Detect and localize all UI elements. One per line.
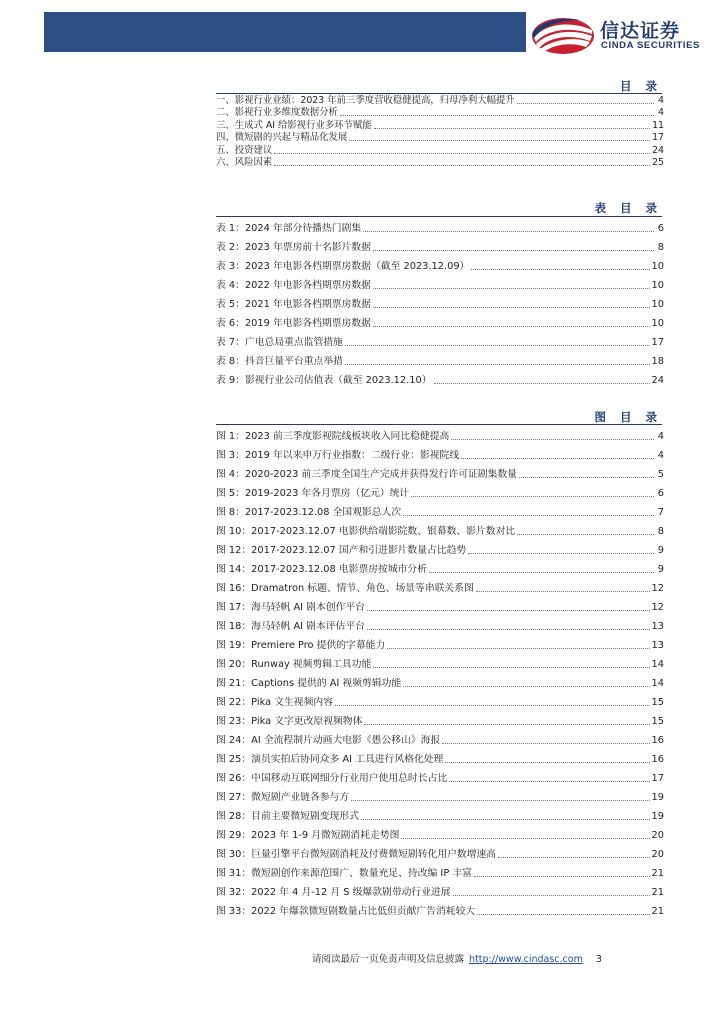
toc-entry-label[interactable]: 表 6：2019 年电影各档期票房数据 bbox=[216, 318, 371, 329]
toc-entry-label[interactable]: 图 1：2023 前三季度影视院线板块收入同比稳健提高 bbox=[216, 431, 450, 442]
toc-entry-page: 17 bbox=[651, 337, 664, 348]
toc-entry[interactable] bbox=[216, 443, 664, 462]
cinda-logo-icon bbox=[530, 14, 596, 58]
toc-dot-leader bbox=[274, 165, 650, 166]
toc-dot-leader bbox=[274, 153, 650, 154]
toc-entry-label[interactable]: 六、风险因素 bbox=[216, 157, 273, 168]
toc-dot-leader bbox=[363, 231, 654, 232]
toc-entry-label[interactable]: 表 2：2023 年票房前十名影片数据 bbox=[216, 242, 371, 253]
toc-entry-page: 13 bbox=[651, 640, 664, 651]
toc-dot-leader bbox=[451, 439, 654, 440]
toc-dot-leader bbox=[498, 857, 649, 858]
toc-dot-leader bbox=[477, 914, 649, 915]
toc-dot-leader bbox=[373, 250, 654, 251]
footer-website-link[interactable]: http://www.cindasc.com bbox=[469, 954, 583, 965]
toc-dot-leader bbox=[474, 876, 650, 877]
toc-dot-leader bbox=[468, 553, 654, 554]
toc-entry-label[interactable]: 表 4：2022 年电影各档期票房数据 bbox=[216, 280, 371, 291]
toc-dot-leader bbox=[364, 724, 649, 725]
toc-entry-label[interactable]: 表 5：2021 年电影各档期票房数据 bbox=[216, 299, 371, 310]
toc-entry[interactable] bbox=[216, 132, 664, 145]
toc-entry-page: 8 bbox=[657, 526, 664, 537]
toc-entry-label[interactable]: 图 8：2017-2023.12.08 全国观影总人次 bbox=[216, 507, 402, 518]
toc-entry[interactable] bbox=[216, 144, 664, 157]
toc-entry-label[interactable]: 图 12：2017-2023.12.07 国产和引进影片数量占比趋势 bbox=[216, 545, 467, 556]
toc-entry-label[interactable]: 表 8：抖音巨量平台重点举措 bbox=[216, 356, 343, 367]
header-banner bbox=[44, 12, 526, 52]
toc-entry-page: 12 bbox=[651, 583, 664, 594]
cinda-logo bbox=[530, 14, 720, 58]
toc-entry[interactable] bbox=[216, 119, 664, 132]
toc-dot-leader bbox=[361, 819, 650, 820]
toc-entry[interactable] bbox=[216, 538, 664, 557]
toc-entry[interactable] bbox=[216, 709, 664, 728]
toc-entry-page: 21 bbox=[651, 868, 664, 879]
toc-entry-label[interactable]: 图 32：2022 年 4 月-12 月 S 级爆款剧带动行业进展 bbox=[216, 887, 451, 898]
toc-entry-label[interactable]: 图 20：Runway 视频剪辑工具功能 bbox=[216, 659, 372, 670]
toc-entry-label[interactable]: 表 7：广电总局重点监管措施 bbox=[216, 337, 343, 348]
toc-dot-leader bbox=[445, 762, 649, 763]
toc-entry-label[interactable]: 图 16：Dramatron 标题、情节、角色、场景等串联关系图 bbox=[216, 583, 474, 594]
toc-entry[interactable] bbox=[216, 690, 664, 709]
toc-entry-page: 25 bbox=[652, 157, 664, 168]
toc-entry-label[interactable]: 图 30：巨量引擎平台微短剧消耗及付费微短剧转化用户数增速高 bbox=[216, 849, 497, 860]
toc-entry[interactable] bbox=[216, 576, 664, 595]
toc-dot-leader bbox=[345, 364, 650, 365]
toc-entry-label[interactable]: 图 10：2017-2023.12.07 电影供给端影院数、银幕数、影片数对比 bbox=[216, 526, 516, 537]
toc-dot-leader bbox=[434, 383, 650, 384]
toc-entry-label[interactable]: 图 24：AI 全流程制片动画大电影《愚公移山》海报 bbox=[216, 735, 441, 746]
toc-entry-label[interactable]: 图 3：2019 年以来申万行业指数：二级行业：影视院线 bbox=[216, 450, 460, 461]
toc-entry-page: 13 bbox=[651, 621, 664, 632]
toc-entry-page: 19 bbox=[651, 792, 664, 803]
toc-list bbox=[216, 94, 664, 169]
toc-dot-leader bbox=[367, 610, 650, 611]
toc-entry[interactable] bbox=[216, 254, 664, 273]
toc-entry[interactable] bbox=[216, 424, 664, 443]
brand-name-cn: 信达证券 bbox=[600, 20, 681, 42]
toc-dot-leader bbox=[335, 705, 650, 706]
toc-dot-leader bbox=[453, 895, 650, 896]
toc-entry[interactable] bbox=[216, 216, 664, 235]
toc-entry-label[interactable]: 五、投资建议 bbox=[216, 144, 273, 156]
toc-entry-label[interactable]: 图 5：2019-2023 年各月票房（亿元）统计 bbox=[216, 488, 410, 499]
toc-entry-label[interactable]: 图 4：2020-2023 前三季度全国生产完成并获得发行许可证剧集数量 bbox=[216, 469, 517, 480]
toc-dot-leader bbox=[476, 591, 650, 592]
toc-entry[interactable] bbox=[216, 157, 664, 170]
toc-entry[interactable] bbox=[216, 273, 664, 292]
toc-dot-leader bbox=[449, 781, 649, 782]
toc-entry-label[interactable]: 表 1：2024 年部分待播热门剧集 bbox=[216, 223, 362, 234]
toc-entry-label[interactable]: 图 31：微短剧创作来源范围广、数量充足、待改编 IP 丰富 bbox=[216, 868, 472, 879]
toc-entry[interactable] bbox=[216, 633, 664, 652]
toc-entry-label[interactable]: 图 18：海马轻帆 AI 剧本评估平台 bbox=[216, 621, 365, 632]
toc-entry[interactable] bbox=[216, 899, 664, 918]
toc-entry-page: 24 bbox=[651, 375, 664, 386]
toc-entry-label[interactable]: 图 26：中国移动互联网细分行业用户使用总时长占比 bbox=[216, 773, 448, 784]
toc-entry-label[interactable]: 四、微短剧的兴起与精品化发展 bbox=[216, 132, 348, 143]
toc-entry-page: 11 bbox=[652, 119, 664, 131]
toc-dot-leader bbox=[517, 534, 654, 535]
toc-entry-label[interactable]: 表 3：2023 年电影各档期票房数据（截至 2023.12.09） bbox=[216, 261, 470, 272]
toc-entry[interactable] bbox=[216, 311, 664, 330]
toc-entry[interactable] bbox=[216, 94, 664, 107]
toc-entry-page: 5 bbox=[657, 469, 664, 480]
toc-dot-leader bbox=[345, 345, 650, 346]
toc-entry[interactable] bbox=[216, 557, 664, 576]
figures-title: 图 目 录 bbox=[594, 410, 662, 424]
toc-dot-leader bbox=[373, 326, 650, 327]
toc-dot-leader bbox=[461, 458, 654, 459]
toc-entry-page: 20 bbox=[651, 849, 664, 860]
toc-dot-leader bbox=[401, 838, 649, 839]
toc-entry[interactable] bbox=[216, 614, 664, 633]
page-number: 3 bbox=[595, 954, 602, 965]
toc-entry-page: 10 bbox=[651, 299, 664, 310]
toc-entry[interactable] bbox=[216, 462, 664, 481]
toc-entry-label[interactable]: 图 27：微短剧产业链各参与方 bbox=[216, 792, 350, 803]
toc-entry[interactable] bbox=[216, 785, 664, 804]
toc-dot-leader bbox=[373, 307, 650, 308]
page-footer bbox=[312, 951, 602, 965]
toc-entry[interactable] bbox=[216, 728, 664, 747]
toc-entry-page: 4 bbox=[658, 94, 664, 106]
toc-entry[interactable] bbox=[216, 368, 664, 387]
toc-entry-page: 21 bbox=[651, 906, 664, 917]
toc-entry-label[interactable]: 表 9：影视行业公司估值表（截至 2023.12.10） bbox=[216, 375, 432, 386]
toc-entry-page: 12 bbox=[651, 602, 664, 613]
toc-entry-label[interactable]: 图 29：2023 年 1-9 月微短剧消耗走势图 bbox=[216, 830, 400, 841]
toc-dot-leader bbox=[349, 140, 650, 141]
toc-dot-leader bbox=[374, 128, 650, 129]
brand-name-en: CINDA SECURITIES bbox=[601, 40, 700, 51]
toc-entry[interactable] bbox=[216, 330, 664, 349]
toc-entry-page: 9 bbox=[657, 564, 664, 575]
toc-entry-page: 14 bbox=[651, 659, 664, 670]
toc-entry-label[interactable]: 图 21：Captions 提供的 AI 视频剪辑功能 bbox=[216, 678, 402, 689]
toc-entry-page: 19 bbox=[651, 811, 664, 822]
toc-entry-page: 9 bbox=[657, 545, 664, 556]
toc-entry-label[interactable]: 图 25：演员实拍后协同众多 AI 工具进行风格化处理 bbox=[216, 754, 444, 765]
toc-dot-leader bbox=[429, 572, 654, 573]
footer-disclaimer[interactable]: 请阅读最后一页免责声明及信息披露 bbox=[312, 954, 465, 965]
toc-entry[interactable] bbox=[216, 235, 664, 254]
toc-dot-leader bbox=[517, 103, 654, 104]
toc-entry[interactable] bbox=[216, 349, 664, 368]
toc-entry[interactable] bbox=[216, 842, 664, 861]
toc-dot-leader bbox=[387, 648, 649, 649]
toc-entry[interactable] bbox=[216, 107, 664, 120]
toc-entry-label[interactable]: 图 22：Pika 文生视频内容 bbox=[216, 697, 333, 708]
toc-dot-leader bbox=[340, 115, 654, 116]
toc-dot-leader bbox=[403, 515, 654, 516]
toc-entry[interactable] bbox=[216, 747, 664, 766]
toc-entry-page: 4 bbox=[657, 450, 664, 461]
toc-entry[interactable] bbox=[216, 652, 664, 671]
toc-dot-leader bbox=[471, 269, 649, 270]
tables-list bbox=[216, 216, 664, 387]
toc-dot-leader bbox=[367, 629, 650, 630]
toc-entry-page: 7 bbox=[657, 507, 664, 518]
toc-entry-page: 4 bbox=[657, 431, 664, 442]
toc-entry[interactable] bbox=[216, 519, 664, 538]
toc-entry-label[interactable]: 图 19：Premiere Pro 提供的字幕能力 bbox=[216, 640, 386, 651]
toc-entry-page: 21 bbox=[651, 887, 664, 898]
toc-dot-leader bbox=[519, 477, 654, 478]
toc-entry[interactable] bbox=[216, 500, 664, 519]
toc-entry[interactable] bbox=[216, 292, 664, 311]
toc-entry-page: 10 bbox=[651, 280, 664, 291]
toc-entry-page: 10 bbox=[651, 318, 664, 329]
toc-dot-leader bbox=[403, 686, 649, 687]
toc-entry-page: 20 bbox=[651, 830, 664, 841]
toc-entry-label[interactable]: 二、影视行业多维度数据分析 bbox=[216, 107, 338, 118]
toc-entry-page: 17 bbox=[652, 132, 664, 143]
toc-entry[interactable] bbox=[216, 823, 664, 842]
figures-list bbox=[216, 424, 664, 918]
toc-entry-page: 15 bbox=[651, 697, 664, 708]
toc-entry-page: 15 bbox=[651, 716, 664, 727]
toc-dot-leader bbox=[411, 496, 654, 497]
toc-entry-page: 14 bbox=[651, 678, 664, 689]
toc-entry-label[interactable]: 图 23：Pika 文字更改原视频物体 bbox=[216, 716, 363, 727]
toc-entry[interactable] bbox=[216, 481, 664, 500]
toc-entry-label[interactable]: 一、影视行业业绩：2023 年前三季度营收稳健提高，归母净利大幅提升 bbox=[216, 94, 515, 106]
toc-entry-page: 24 bbox=[652, 144, 664, 156]
toc-dot-leader bbox=[373, 667, 649, 668]
tables-title: 表 目 录 bbox=[594, 201, 662, 215]
toc-entry[interactable] bbox=[216, 671, 664, 690]
toc-dot-leader bbox=[442, 743, 649, 744]
toc-entry-page: 18 bbox=[651, 356, 664, 367]
toc-dot-leader bbox=[373, 288, 650, 289]
toc-entry[interactable] bbox=[216, 861, 664, 880]
toc-entry-page: 17 bbox=[651, 773, 664, 784]
toc-entry[interactable] bbox=[216, 804, 664, 823]
toc-entry[interactable] bbox=[216, 880, 664, 899]
toc-title: 目 录 bbox=[619, 79, 662, 93]
toc-entry-page: 6 bbox=[657, 223, 664, 234]
toc-entry-page: 10 bbox=[651, 261, 664, 272]
toc-entry-label[interactable]: 三、生成式 AI 给影视行业多环节赋能 bbox=[216, 119, 372, 131]
toc-entry-label[interactable]: 图 33：2022 年爆款微短剧数量占比低但贡献广告消耗较大 bbox=[216, 906, 476, 917]
toc-entry[interactable] bbox=[216, 595, 664, 614]
toc-entry-page: 16 bbox=[651, 735, 664, 746]
toc-entry-page: 8 bbox=[657, 242, 664, 253]
toc-entry-label[interactable]: 图 28：目前主要微短剧变现形式 bbox=[216, 811, 359, 822]
toc-entry[interactable] bbox=[216, 766, 664, 785]
toc-entry-label[interactable]: 图 17：海马轻帆 AI 剧本创作平台 bbox=[216, 602, 365, 613]
toc-entry-label[interactable]: 图 14：2017-2023.12.08 电影票房按城市分析 bbox=[216, 564, 428, 575]
toc-entry-page: 6 bbox=[657, 488, 664, 499]
toc-dot-leader bbox=[351, 800, 649, 801]
toc-entry-page: 16 bbox=[651, 754, 664, 765]
toc-entry-page: 4 bbox=[658, 107, 664, 118]
